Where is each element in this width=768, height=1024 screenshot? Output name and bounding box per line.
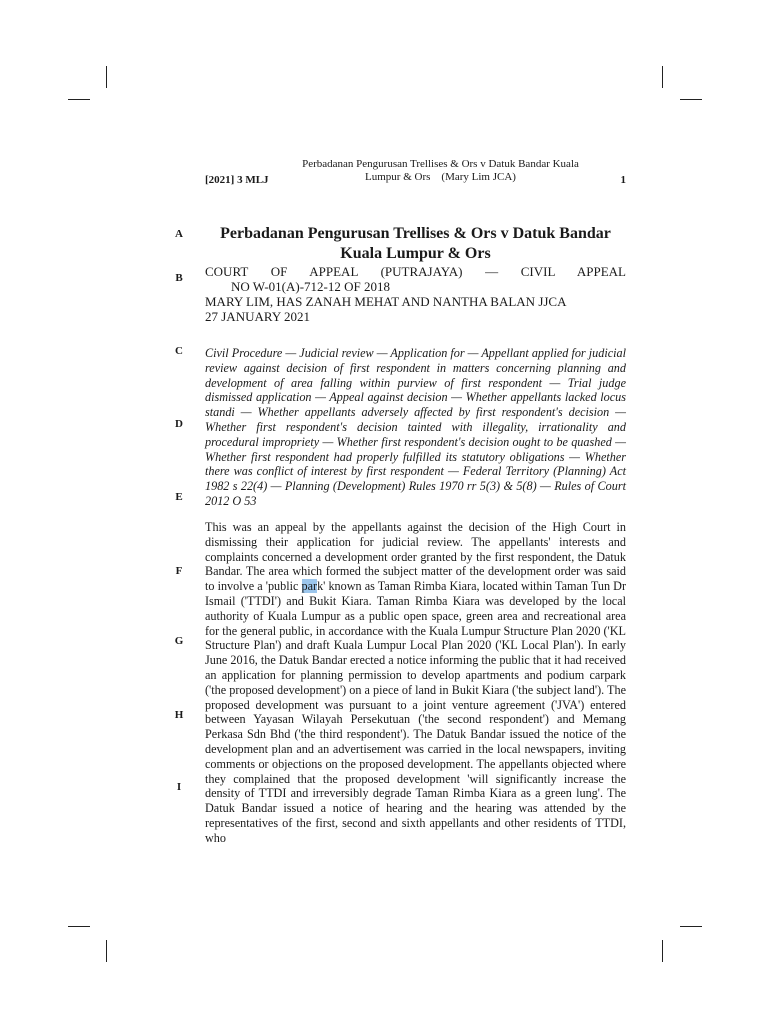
margin-letter-c: C (175, 345, 183, 357)
running-header (205, 158, 626, 190)
judges: MARY LIM, HAS ZANAH MEHAT AND NANTHA BALAN JJCA (205, 294, 567, 309)
crop-mark (662, 66, 663, 88)
margin-letter-b: B (175, 272, 183, 284)
running-title (285, 158, 596, 184)
summary-text-part2: k' known as Taman Rimba Kiara, located within Taman Tun Dr Ismail ('TTDI') and Bukit Kiara. Taman Rimba Kiara was developed by the local authority of Kuala Lumpur as a public open space, green area and recreational area for the general public, in accordance with the Kuala Lumpur Structure Plan 2020 ('KL Structure Plan') and draft Kuala Lumpur Local Plan 2020 ('KL Local Plan'). In early June 2016, the Datuk Bandar erected a notice informing the public that it had received an application for planning permission to develop apartments and podium carpark ('the proposed development') on a piece of land in Bukit Kiara ('the subject land'). The proposed development was pursuant to a joint venture agreement ('JVA') entered between Yayasan Wilayah Persekutuan ('the second respondent') and Memang Perkasa Sdn Bhd ('the third respondent'). The Datuk Bandar issued the notice of the development plan and an advertisement was carried in the local newspapers, inviting comments or objections on the proposed development. The appellants objected where they complained that the proposed development 'will significantly increase the density of TTDI and irreversibly degrade Taman Rimba Kiara as a green lung'. The Datuk Bandar issued a notice of hearing and the hearing was attended by the representatives of the first, second and sixth appellants and other residents of TTDI, who (205, 579, 627, 845)
judgment-date: 27 JANUARY 2021 (205, 309, 310, 324)
headnote-summary (205, 520, 626, 846)
crop-mark (106, 66, 107, 88)
crop-mark (680, 99, 702, 100)
margin-letter-d: D (175, 418, 183, 430)
catchwords: Civil Procedure — Judicial review — Application for — Appellant applied for judicial review against decision of first respondent in matters concerning planning and development of area falling within purview of first respondent — Trial judge dismissed application — Appeal against decision — Whether appellants lacked locus standi — Whether appellants adversely affected by first respondent's decision — Whether first respondent's decision tainted with illegality, irrationality and procedural impropriety — Whether first respondent's decision ought to be quashed — Whether first respondent had properly fulfilled its statutory obligations — Whether there was conflict of interest by first respondent — Federal Territory (Planning) Act 1982 s 22(4) — Planning (Development) Rules 1970 rr 5(3) & 5(8) — Rules of Court 2012 O 53 (205, 346, 626, 508)
crop-mark (68, 99, 90, 100)
crop-mark (680, 926, 702, 927)
margin-letter-f: F (175, 565, 183, 577)
page-number: 1 (620, 174, 626, 186)
margin-letter-g: G (174, 635, 184, 647)
margin-letter-e: E (175, 491, 183, 503)
court-details (205, 264, 626, 324)
crop-mark (662, 940, 663, 962)
crop-mark (68, 926, 90, 927)
margin-letter-a: A (175, 228, 183, 240)
running-title-line1: Perbadanan Pengurusan Trellises & Ors v Datuk Bandar Kuala (302, 158, 579, 170)
appeal-number: NO W-01(A)-712-12 OF 2018 (231, 279, 390, 294)
case-title: Perbadanan Pengurusan Trellises & Ors v Datuk Bandar Kuala Lumpur & Ors (220, 225, 611, 262)
margin-letter-i: I (176, 781, 182, 793)
text-selection-highlight[interactable]: par (301, 579, 318, 594)
running-title-line2: Lumpur & Ors (Mary Lim JCA) (365, 171, 516, 183)
summary-text-part1: This was an appeal by the appellants against the decision of the High Court in dismissing their application for judicial review. The appellants' interests and complaints concerned a development order granted by the first respondent, the Datuk Bandar. The area which formed the subject matter of the development order was said to involve a 'public (205, 520, 626, 594)
margin-letter-h: H (174, 709, 184, 721)
court-name: COURT OF APPEAL (PUTRAJAYA) — CIVIL APPEAL (205, 264, 626, 279)
crop-mark (106, 940, 107, 962)
citation-year-volume: [2021] 3 MLJ (205, 174, 269, 186)
